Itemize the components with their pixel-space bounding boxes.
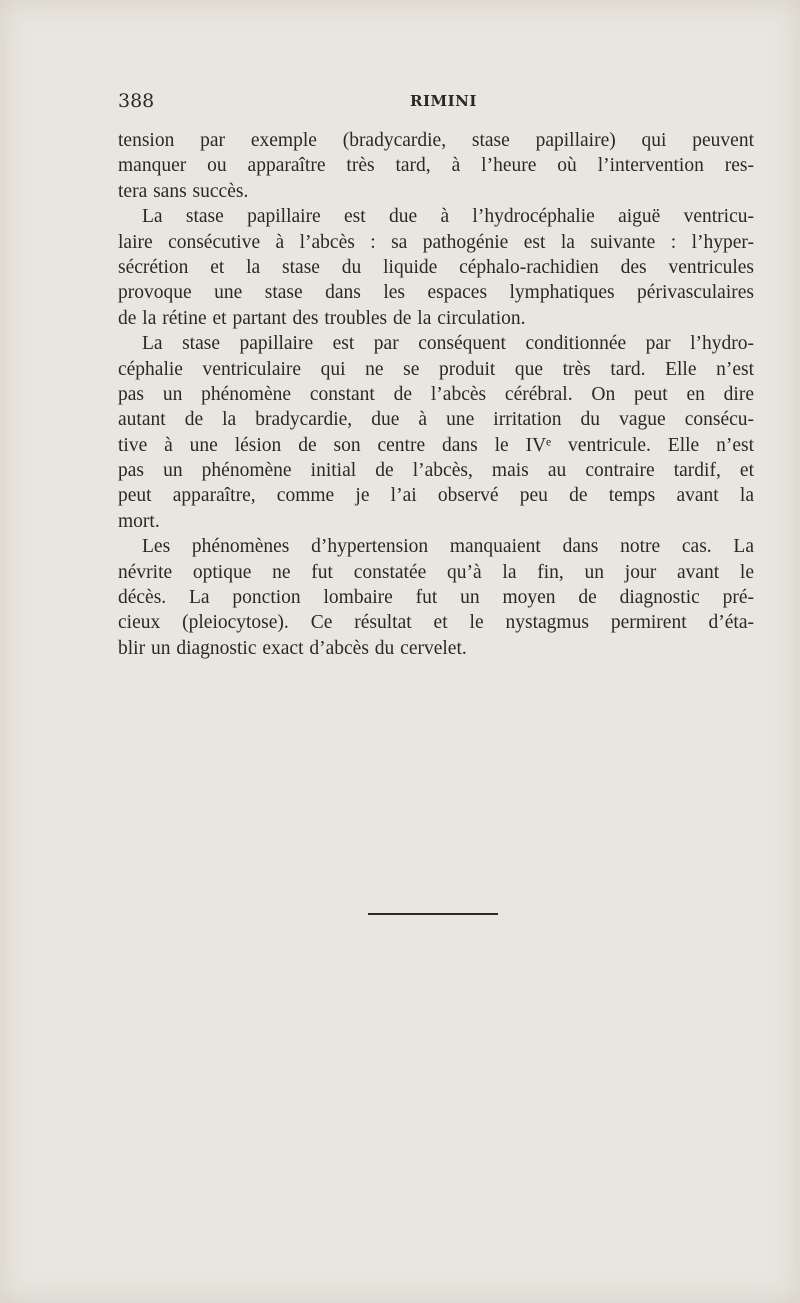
text-line: tera sans succès. bbox=[118, 180, 249, 202]
section-end-rule bbox=[368, 913, 498, 915]
running-head bbox=[118, 90, 754, 114]
text-line: provoque une stase dans les espaces lymphatiques périvasculaires bbox=[118, 282, 754, 304]
paragraph bbox=[118, 331, 754, 534]
text-line: tive à une lésion de son centre dans le IVᵉ ventricule. Elle n’est bbox=[118, 434, 754, 456]
text-line: décès. La ponction lombaire fut un moyen de diagnostic pré- bbox=[118, 587, 754, 609]
text-line: pas un phénomène constant de l’abcès cérébral. On peut en dire bbox=[118, 383, 754, 405]
paragraph bbox=[118, 128, 754, 204]
text-line: sécrétion et la stase du liquide céphalo-rachidien des ventricules bbox=[118, 256, 754, 278]
text-line: de la rétine et partant des troubles de la circulation. bbox=[118, 307, 526, 329]
text-line: La stase papillaire est due à l’hydrocéphalie aiguë ventricu- bbox=[142, 206, 754, 228]
text-line: Les phénomènes d’hypertension manquaient dans notre cas. La bbox=[142, 536, 754, 558]
paragraph bbox=[118, 204, 754, 331]
text-line: La stase papillaire est par conséquent conditionnée par l’hydro- bbox=[142, 333, 754, 355]
text-line: blir un diagnostic exact d’abcès du cervelet. bbox=[118, 637, 467, 659]
text-line: tension par exemple (bradycardie, stase papillaire) qui peuvent bbox=[118, 130, 754, 151]
text-line: névrite optique ne fut constatée qu’à la fin, un jour avant le bbox=[118, 561, 754, 583]
text-line: laire consécutive à l’abcès : sa pathogénie est la suivante : l’hyper- bbox=[118, 231, 754, 253]
text-line: peut apparaître, comme je l’ai observé peu de temps avant la bbox=[118, 485, 754, 507]
text-line: autant de la bradycardie, due à une irritation du vague consécu- bbox=[118, 409, 754, 431]
body-text bbox=[118, 128, 754, 661]
text-line: céphalie ventriculaire qui ne se produit que très tard. Elle n’est bbox=[118, 358, 754, 380]
running-title: RIMINI bbox=[410, 92, 477, 110]
text-line: mort. bbox=[118, 510, 160, 532]
text-line: pas un phénomène initial de l’abcès, mais au contraire tardif, et bbox=[118, 460, 754, 482]
paragraph bbox=[118, 534, 754, 661]
text-line: manquer ou apparaître très tard, à l’heure où l’intervention res- bbox=[118, 155, 754, 177]
page-number: 388 bbox=[118, 90, 155, 112]
text-line: cieux (pleiocytose). Ce résultat et le nystagmus permirent d’éta- bbox=[118, 612, 754, 634]
